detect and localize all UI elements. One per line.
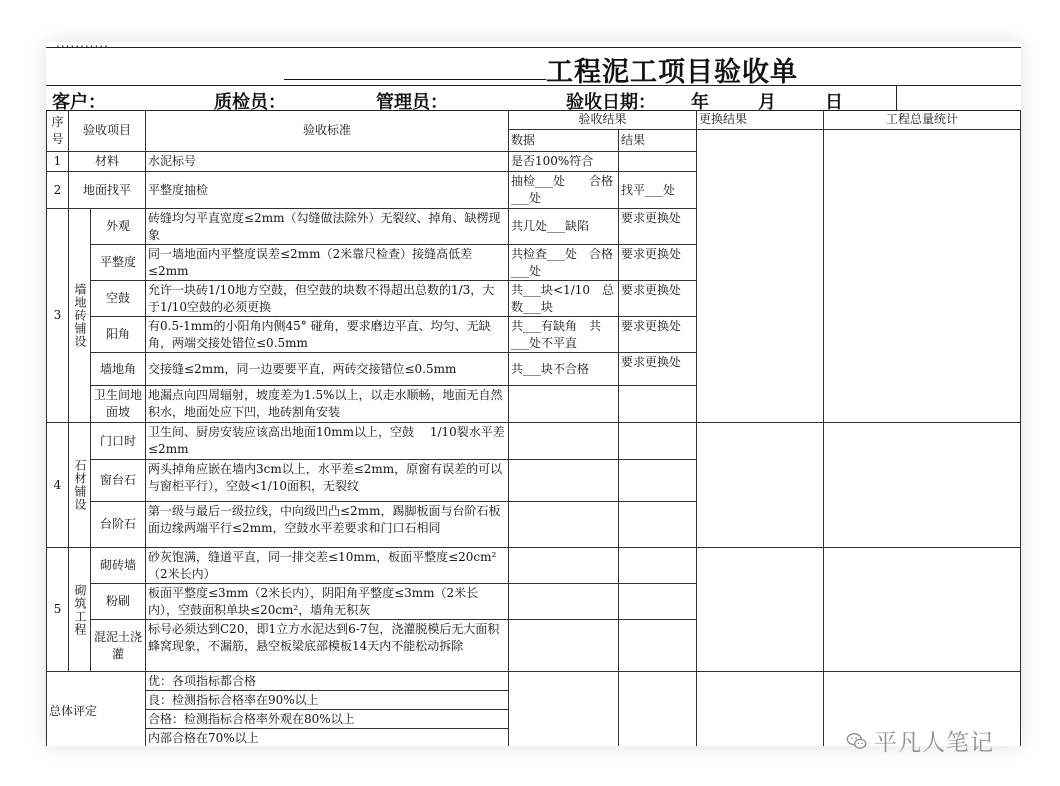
row5c-res [619, 620, 697, 672]
row4b-standard: 两头掉角应嵌在墙内3cm以上，水平差≤2mm，原窗有误差的可以与窗柜平行），空鼓<1/10面积，无裂纹 [146, 460, 509, 502]
header-res: 结果 [619, 130, 697, 152]
row4a-data [509, 423, 619, 460]
row5b-data [509, 584, 619, 620]
acceptance-form [46, 42, 1021, 746]
header-result: 验收结果 [509, 110, 697, 130]
header-standard: 验收标准 [146, 110, 509, 152]
info-divider [896, 86, 897, 110]
row3b-item: 平整度 [91, 245, 146, 281]
title-row [46, 47, 1021, 86]
header-replace: 更换结果 [697, 110, 824, 130]
month-label: 月 [758, 92, 776, 113]
row1-item: 材料 [69, 152, 146, 172]
row3f-res [619, 386, 697, 423]
row4b-item: 窗台石 [91, 460, 146, 502]
row1-data: 是否100%符合 [509, 152, 619, 172]
row3d-standard: 有0.5-1mm的小阳角内侧45° 碰角，要求磨边平直、均匀、无缺角，两端交接处错位≤0.5mm [146, 317, 509, 353]
row5b-standard: 板面平整度≤3mm（2米长内），阴阳角平整度≤3mm（2米长内），空鼓面积单块≤20cm²，墙角无积灰 [146, 584, 509, 620]
total-col-2 [824, 423, 1021, 548]
row2-data: 抽检___处 合格___处 [509, 172, 619, 209]
row3e-item: 墙地角 [91, 353, 146, 386]
group5-no: 5 [46, 548, 69, 672]
group5-category [69, 548, 91, 672]
row3f-standard: 地漏点向四周辐射，坡度差为1.5%以上，以走水顺畅，地面无自然积水，地面处应下凹，地砖割角安装 [146, 386, 509, 423]
row3c-res: 要求更换处 [619, 281, 697, 317]
group3-no: 3 [46, 209, 69, 423]
row5c-standard: 标号必须达到C20，即1立方水泥达到6-7包，浇灌脱模后无大面积蜂窝现象，不漏筋，悬空板梁底部模板14天内不能松动拆除 [146, 620, 509, 672]
row5a-data [509, 548, 619, 584]
overall-line-4: 内部合格在70%以上 [146, 729, 509, 746]
overall-data [509, 672, 619, 746]
row4c-data [509, 502, 619, 548]
title-blank-line [284, 79, 546, 80]
row5b-item: 粉刷 [91, 584, 146, 620]
row5c-data [509, 620, 619, 672]
row4c-item: 台阶石 [91, 502, 146, 548]
year-label: 年 [691, 92, 709, 113]
header-no: 序号 [46, 110, 69, 152]
total-col-3 [824, 548, 1021, 672]
row4a-res [619, 423, 697, 460]
day-label: 日 [825, 92, 843, 113]
row5a-item: 砌砖墙 [91, 548, 146, 584]
row3d-item: 阳角 [91, 317, 146, 353]
row2-item: 地面找平 [69, 172, 146, 209]
group4-category [69, 423, 91, 548]
header-data: 数据 [509, 130, 619, 152]
replace-col-3 [697, 548, 824, 672]
row1-standard: 水泥标号 [146, 152, 509, 172]
row3a-res: 要求更换处 [619, 209, 697, 245]
overall-res [619, 672, 697, 746]
overall-label: 总体评定 [46, 672, 146, 746]
row3b-standard: 同一墙地面内平整度误差≤2mm（2米靠尺检查）接缝高低差≤2mm [146, 245, 509, 281]
row3f-item: 卫生间地面坡 [91, 386, 146, 423]
group4-category-text: 石材铺设 [73, 459, 87, 511]
header-total: 工程总量统计 [824, 110, 1021, 130]
inspector-label: 质检员： [214, 92, 286, 113]
overall-line-1: 优：各项指标都合格 [146, 672, 509, 691]
row4b-res [619, 460, 697, 502]
info-row [46, 86, 1021, 111]
row3a-item: 外观 [91, 209, 146, 245]
row2-res: 找平___处 [619, 172, 697, 209]
row3f-data [509, 386, 619, 423]
row4c-res [619, 502, 697, 548]
header-item: 验收项目 [69, 110, 146, 152]
replace-col-2 [697, 423, 824, 548]
row4a-standard: 卫生间、厨房安装应该高出地面10mm以上，空鼓 1/10裂水平差≤2mm [146, 423, 509, 460]
row2-standard: 平整度抽检 [146, 172, 509, 209]
row3b-res: 要求更换处 [619, 245, 697, 281]
row5a-standard: 砂灰饱满，缝道平直，同一排交差≤10mm，板面平整度≤20cm²（2米长内） [146, 548, 509, 584]
row3a-standard: 砖缝均匀平直宽度≤2mm（勾缝做法除外）无裂纹、掉角、缺楞现象 [146, 209, 509, 245]
row4a-item: 门口时 [91, 423, 146, 460]
row3e-res: 要求更换处 [619, 353, 697, 386]
group4-no: 4 [46, 423, 69, 548]
group5-category-text: 砌筑工程 [73, 583, 87, 636]
group3-category-text: 墙地砖铺设 [73, 283, 87, 348]
top-fragment: ........... [56, 42, 109, 50]
manager-label: 管理员： [376, 92, 448, 113]
row3b-data: 共检查___处 合格___处 [509, 245, 619, 281]
row2-no: 2 [46, 172, 69, 209]
row3d-data: 共___有缺角 共___处不平直 [509, 317, 619, 353]
row1-no: 1 [46, 152, 69, 172]
row5b-res [619, 584, 697, 620]
replace-col-1 [697, 130, 824, 423]
group3-category [69, 209, 91, 423]
replace-col-4 [697, 672, 824, 746]
row1-res [619, 152, 697, 172]
wechat-icon [846, 730, 868, 752]
row3e-standard: 交接缝≤2mm，同一边要要平直，两砖交接错位≤0.5mm [146, 353, 509, 386]
watermark-text: 平凡人笔记 [874, 730, 994, 756]
row3c-data: 共___块<1/10 总数___块 [509, 281, 619, 317]
row3e-data: 共___块不合格 [509, 353, 619, 386]
total-col-1 [824, 130, 1021, 423]
row5a-res [619, 548, 697, 584]
row3c-standard: 允许一块砖1/10地方空鼓，但空鼓的块数不得超出总数的1/3，大于1/10空鼓的必须更换 [146, 281, 509, 317]
overall-line-2: 良：检测指标合格率在90%以上 [146, 691, 509, 710]
page-title: 工程泥工项目验收单 [546, 57, 798, 88]
row4b-data [509, 460, 619, 502]
row3a-data: 共几处___缺陷 [509, 209, 619, 245]
row4c-standard: 第一级与最后一级拉线，中向级凹凸≤2mm，踢脚板面与台阶石板面边缘两端平行≤2mm，空鼓水平差要求和门口石相同 [146, 502, 509, 548]
overall-line-3: 合格：检测指标合格率外观在80%以上 [146, 710, 509, 729]
row3c-item: 空鼓 [91, 281, 146, 317]
row5c-item: 混泥土浇灌 [91, 620, 146, 672]
date-label: 验收日期： [566, 92, 656, 113]
watermark [846, 724, 994, 757]
customer-label: 客户： [52, 92, 106, 113]
row3d-res: 要求更换处 [619, 317, 697, 353]
